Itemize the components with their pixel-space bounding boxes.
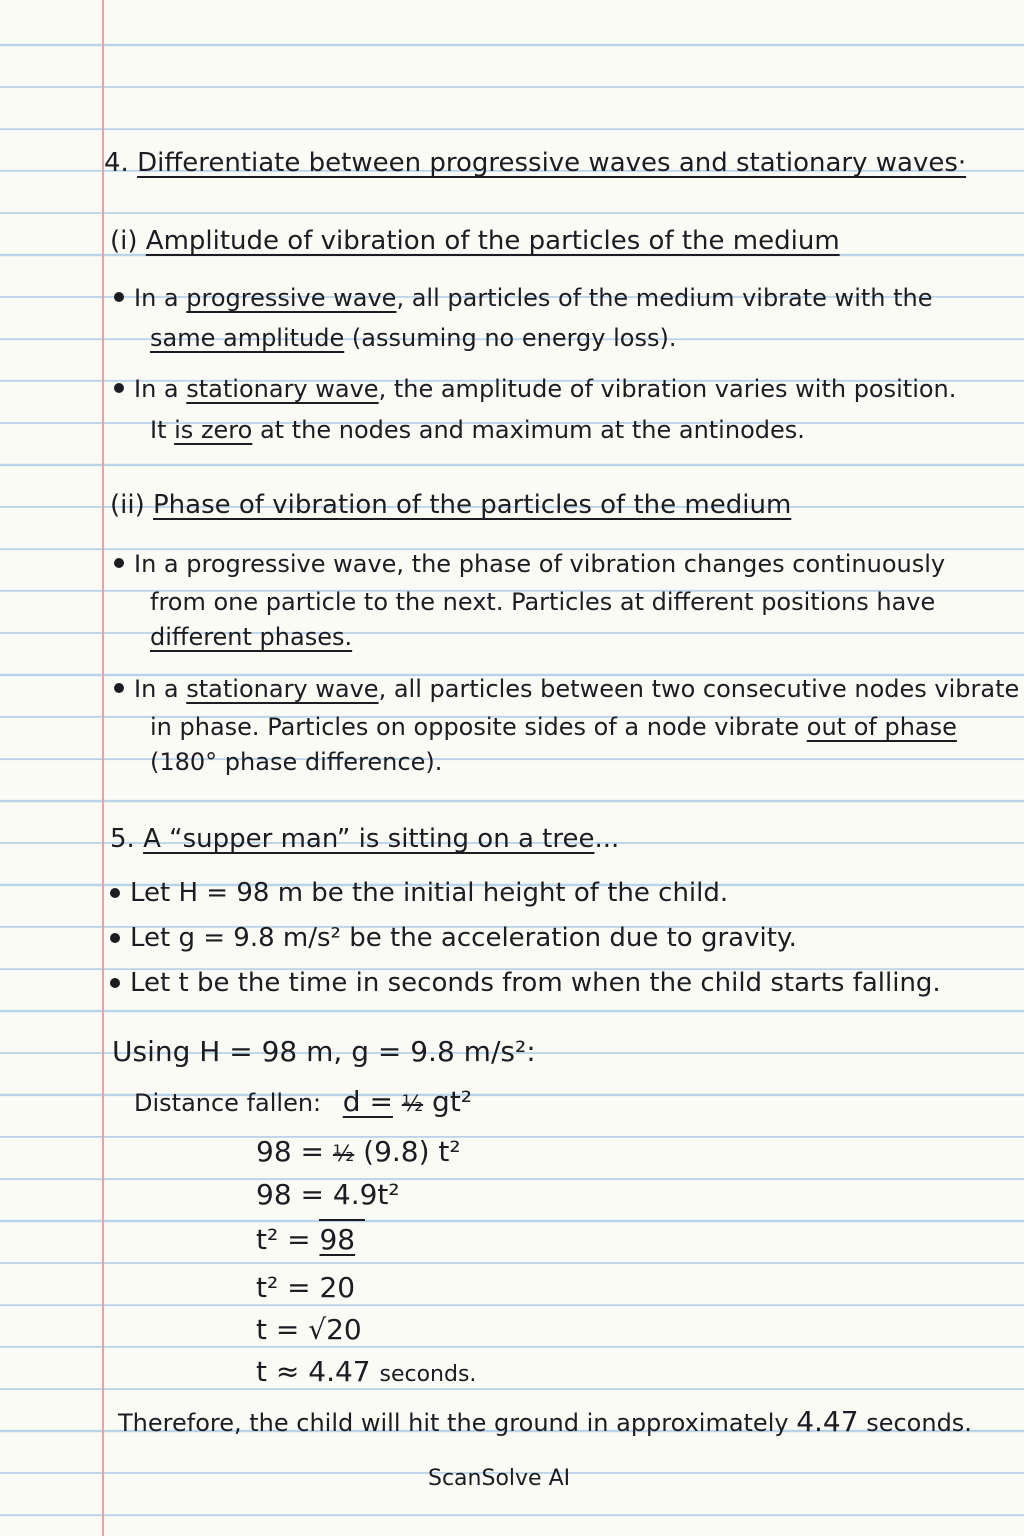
list-item-continuation bbox=[150, 715, 957, 739]
text: , the amplitude of vibration varies with position. bbox=[378, 375, 957, 403]
step-lhs: 98 = bbox=[256, 1178, 324, 1211]
question-number: 5. bbox=[110, 824, 135, 854]
question-5-heading bbox=[110, 826, 619, 852]
text: (assuming no energy loss). bbox=[351, 324, 677, 352]
question-4-heading bbox=[104, 150, 966, 176]
bullet-icon bbox=[110, 978, 120, 988]
part-heading: Amplitude of vibration of the particles of the medium bbox=[145, 226, 840, 256]
using-line: Using H = 98 m, g = 9.8 m/s²: bbox=[112, 1035, 536, 1068]
underlined-text: is zero bbox=[174, 416, 253, 444]
question-number: 4. bbox=[104, 148, 129, 178]
underlined-text: same amplitude bbox=[150, 324, 345, 352]
list-item: In a progressive wave, the phase of vibration changes continuously bbox=[134, 550, 946, 578]
text: , all particles of the medium vibrate with the bbox=[396, 284, 933, 312]
text: , all particles between two consecutive nodes vibrate bbox=[378, 675, 1020, 703]
half-fraction: ½ bbox=[401, 1092, 424, 1117]
bullet-icon bbox=[114, 683, 124, 693]
step-lhs: 98 = bbox=[256, 1135, 324, 1168]
step-rhs: 4.47 bbox=[308, 1355, 371, 1388]
step-row bbox=[256, 1313, 362, 1346]
step-unit: seconds. bbox=[379, 1362, 477, 1387]
underlined-text: stationary wave bbox=[186, 375, 379, 403]
text: In a bbox=[134, 284, 179, 312]
step-rhs: 98 bbox=[319, 1219, 365, 1256]
conclusion-value: 4.47 bbox=[796, 1405, 859, 1438]
question-title: A “supper man” is sitting on a tree bbox=[143, 824, 595, 854]
bullet-icon bbox=[114, 383, 124, 393]
step-lhs: t² = bbox=[256, 1271, 311, 1304]
half-fraction: ½ bbox=[332, 1142, 355, 1167]
given-item: Let t be the time in seconds from when the child starts falling. bbox=[130, 968, 941, 998]
part-label: (i) bbox=[110, 226, 138, 256]
step-row bbox=[256, 1223, 365, 1256]
step-rhs: 20 bbox=[319, 1271, 356, 1304]
list-item-continuation: (180° phase difference). bbox=[150, 748, 443, 776]
step-lhs: t² = bbox=[256, 1223, 311, 1256]
text: at the nodes and maximum at the antinodes. bbox=[259, 416, 805, 444]
margin-line bbox=[102, 0, 104, 1536]
step-row bbox=[256, 1355, 477, 1388]
text: In a bbox=[134, 675, 179, 703]
conclusion-unit: seconds. bbox=[866, 1409, 972, 1437]
text: In a bbox=[134, 375, 179, 403]
part-ii-heading bbox=[110, 492, 791, 518]
step-row bbox=[256, 1178, 400, 1211]
part-label: (ii) bbox=[110, 490, 145, 520]
step-row bbox=[256, 1135, 461, 1168]
distance-label: Distance fallen: bbox=[134, 1089, 322, 1117]
question-title: Differentiate between progressive waves and stationary waves· bbox=[137, 148, 967, 178]
list-item-continuation bbox=[150, 418, 805, 442]
step-rhs: (9.8) t² bbox=[363, 1135, 461, 1168]
given-item: Let g = 9.8 m/s² be the acceleration due to gravity. bbox=[130, 923, 797, 953]
bullet-icon bbox=[114, 292, 124, 302]
bullet-icon bbox=[110, 888, 120, 898]
part-i-heading bbox=[110, 228, 840, 254]
text: It bbox=[150, 416, 167, 444]
step-lhs: t ≈ bbox=[256, 1355, 300, 1388]
step-lhs: t = bbox=[256, 1313, 300, 1346]
conclusion-text: Therefore, the child will hit the ground in approximately bbox=[118, 1409, 789, 1437]
formula-lhs: d = bbox=[342, 1085, 393, 1118]
list-item bbox=[134, 377, 956, 401]
step-rhs: 4.9t² bbox=[332, 1178, 400, 1211]
bullet-icon bbox=[110, 933, 120, 943]
distance-formula bbox=[134, 1085, 473, 1118]
list-item-continuation: different phases. bbox=[150, 623, 353, 651]
list-item bbox=[134, 286, 933, 310]
underlined-text: out of phase bbox=[806, 713, 957, 741]
step-rhs: √20 bbox=[308, 1313, 362, 1346]
list-item-continuation bbox=[150, 326, 676, 350]
list-item bbox=[134, 677, 1019, 701]
step-row bbox=[256, 1271, 356, 1304]
conclusion bbox=[118, 1405, 972, 1438]
formula-rhs: gt² bbox=[432, 1085, 473, 1118]
underlined-text: progressive wave bbox=[186, 284, 397, 312]
footer-brand: ScanSolve AI bbox=[428, 1466, 571, 1491]
text: in phase. Particles on opposite sides of a node vibrate bbox=[150, 713, 800, 741]
ellipsis: ... bbox=[594, 824, 620, 854]
underlined-text: stationary wave bbox=[186, 675, 379, 703]
bullet-icon bbox=[114, 558, 124, 568]
part-heading: Phase of vibration of the particles of the medium bbox=[153, 490, 792, 520]
list-item-continuation: from one particle to the next. Particles at different positions have bbox=[150, 588, 936, 616]
given-item: Let H = 98 m be the initial height of the child. bbox=[130, 878, 729, 908]
